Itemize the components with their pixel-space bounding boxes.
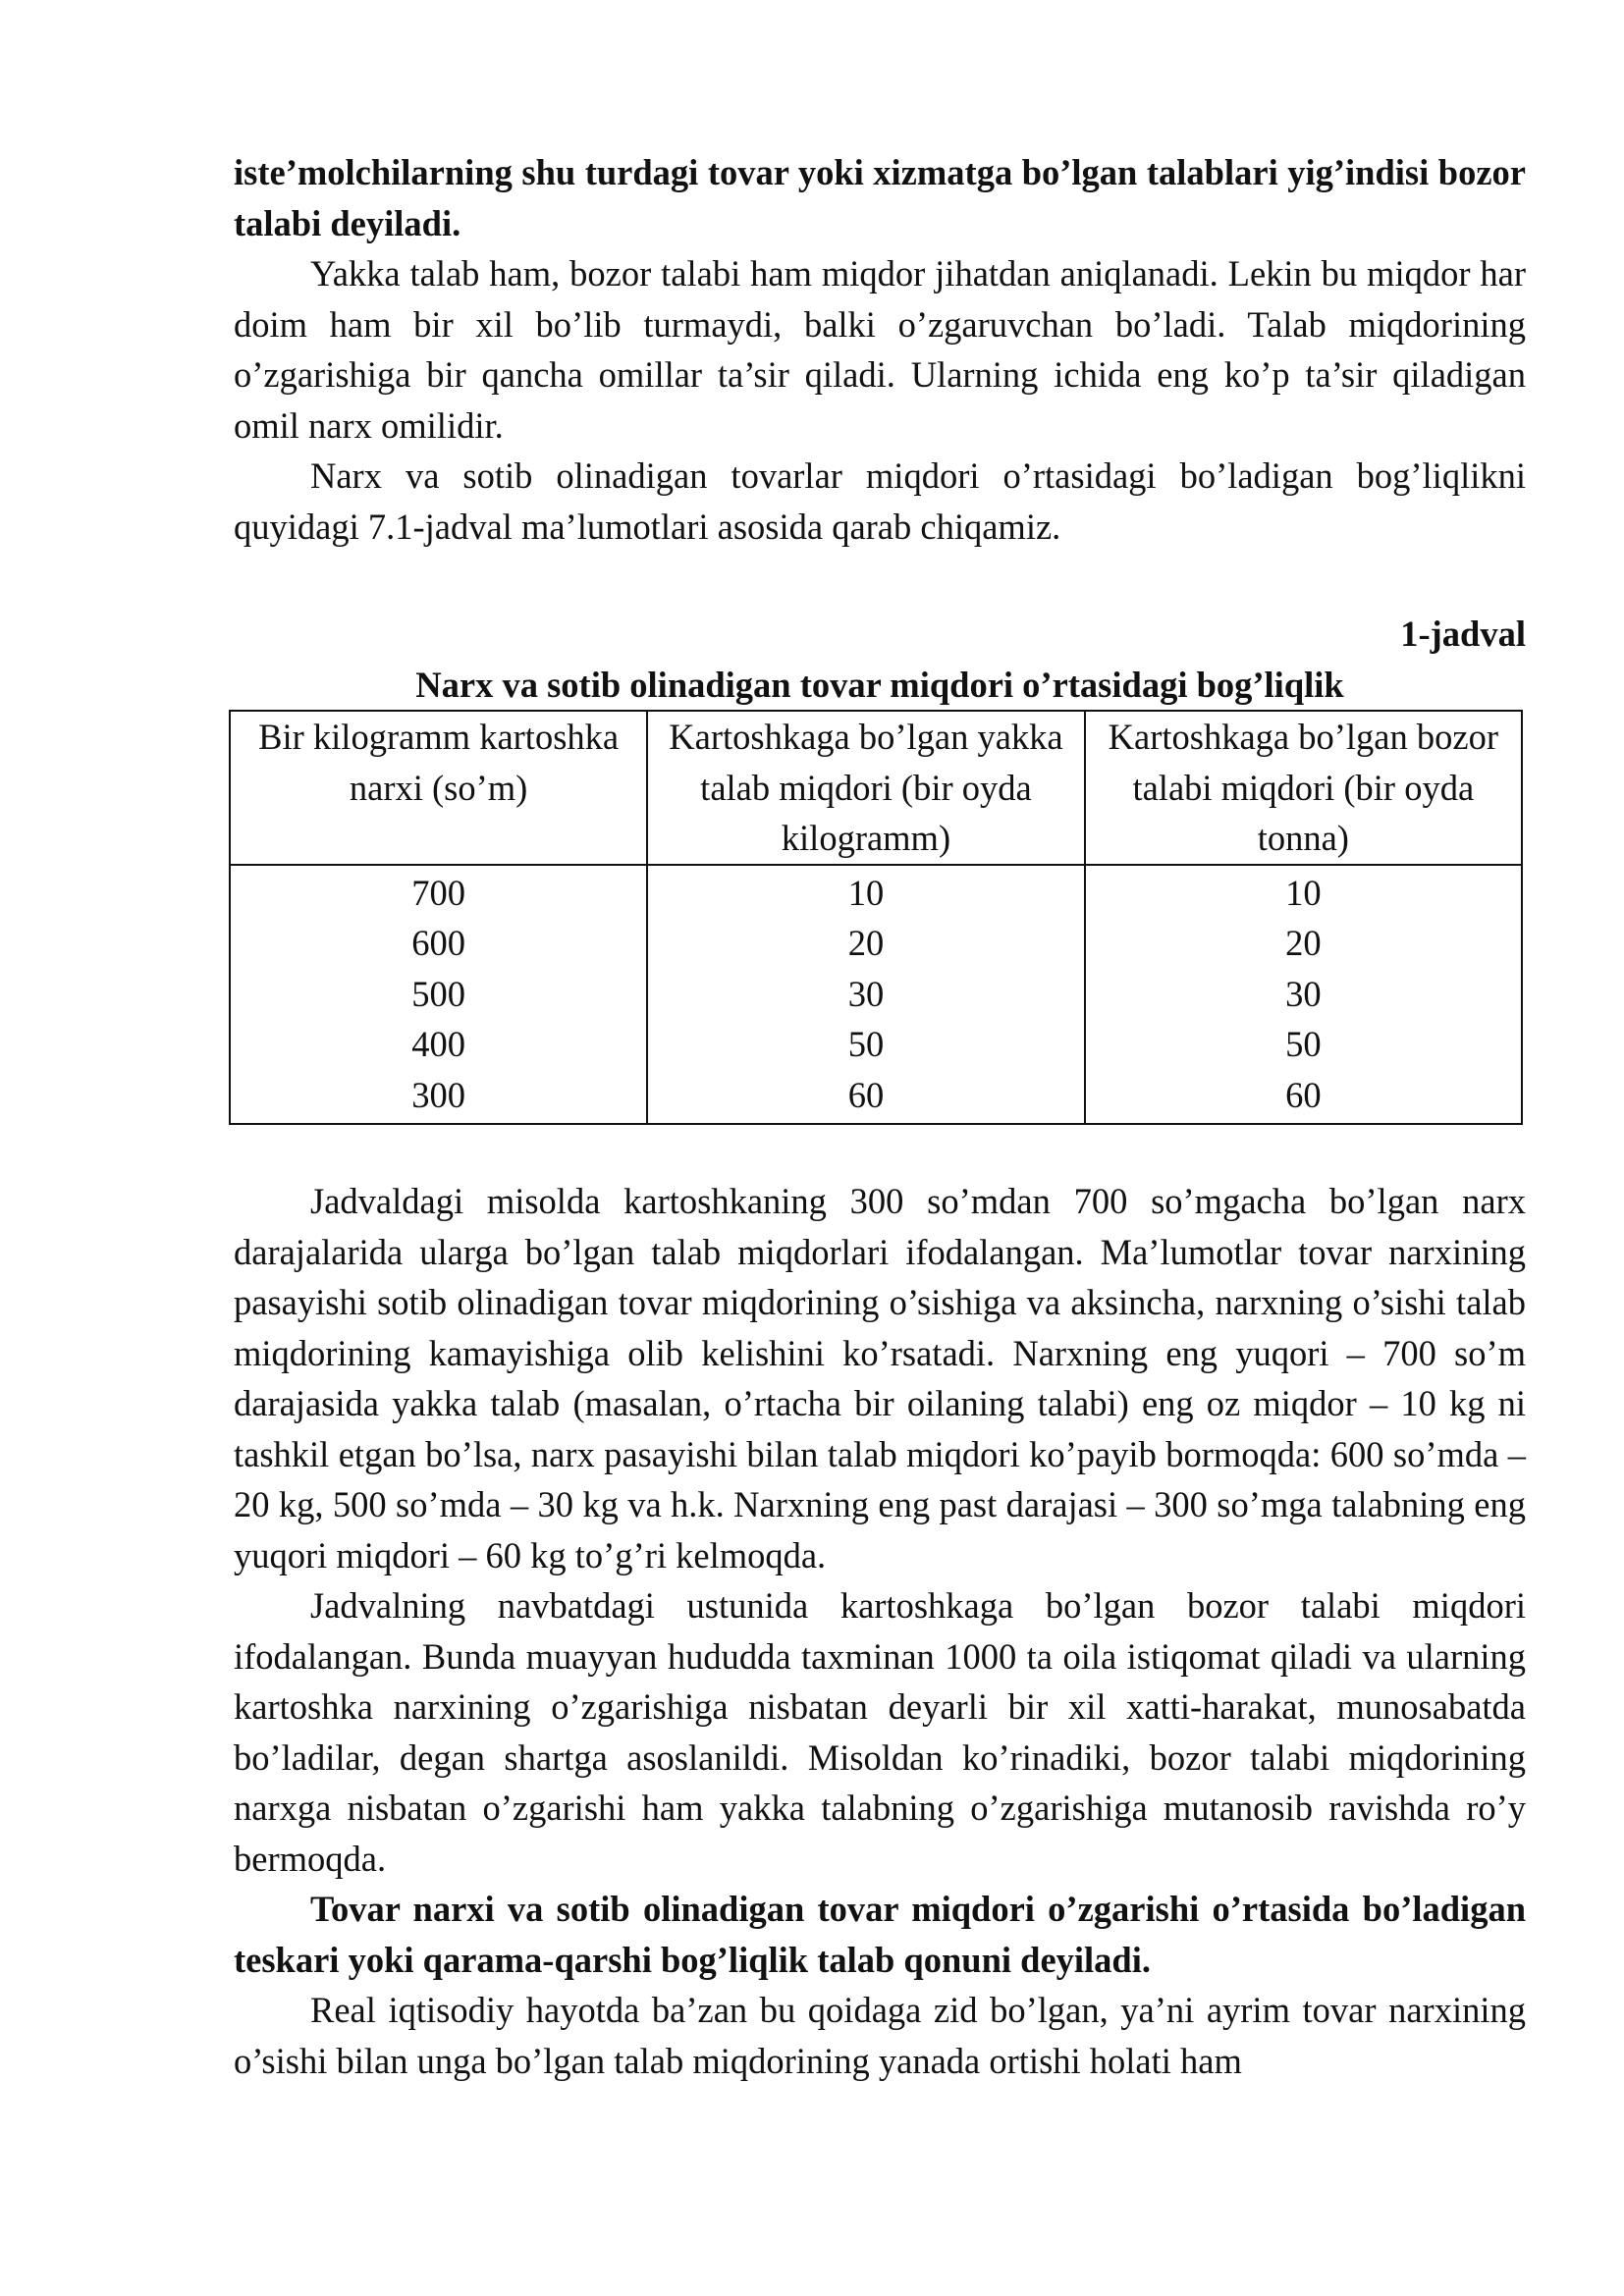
cell-value: 10 <box>847 872 885 913</box>
data-table <box>229 710 1523 1125</box>
paragraph-4: Jadvaldagi misolda kartoshkaning 300 so’mdan 700 so’mgacha bo’lgan narx darajalarida ularga bo’lgan talab miqdorlari ifodalangan. Ma’lumotlar tovar narxining pasayishi sotib olinadigan tovar miqdorining o’sishiga va aksincha, narxning o’sishi talab miqdorining kamayishiga olib kelishini ko’rsatadi. Narxning eng yuqori – 700 so’m darajasida yakka talab (masalan, o’rtacha bir oilaning talabi) eng oz miqdor – 10 kg ni tashkil etgan bo’lsa, narx pasayishi bilan talab miqdori ko’payib bormoqda: 600 so’mda – 20 kg, 500 so’mda – 30 kg va h.k. Narxning eng past darajasi – 300 so’mga talabning eng yuqori miqdori – 60 kg to’g’ri kelmoqda. <box>234 1181 1526 1575</box>
cell-value: 50 <box>1285 1024 1322 1064</box>
cell-value: 300 <box>411 1074 465 1115</box>
column-header-individual-demand: Kartoshkaga bo’lgan yakka talab miqdori (bir oyda kilogramm) <box>647 711 1084 865</box>
paragraph-1: iste’molchilarning shu turdagi tovar yoki xizmatga bo’lgan talablari yig’indisi bozor talabi deyiladi. <box>234 152 1526 243</box>
paragraph-5: Jadvalning navbatdagi ustunida kartoshkaga bo’lgan bozor talabi miqdori ifodalangan. Bunda muayyan hududda taxminan 1000 ta oila istiqomat qiladi va ularning kartoshka narxining o’zgarishiga nisbatan deyarli bir xil xatti-harakat, munosabatda bo’ladilar, degan shartga asoslanildi. Misoldan ko’rinadiki, bozor talabi miqdorining narxga nisbatan o’zgarishi ham yakka talabning o’zgarishiga mutanosib ravishda ro’y bermoqda. <box>234 1585 1526 1879</box>
cell-value: 50 <box>847 1024 885 1064</box>
table-row <box>230 865 1522 1125</box>
table-cell <box>647 865 1084 1125</box>
cell-value: 20 <box>1285 923 1322 963</box>
cell-value: 60 <box>847 1074 885 1115</box>
table-header-row <box>230 711 1522 865</box>
cell-value: 400 <box>411 1024 465 1064</box>
column-header-market-demand: Kartoshkaga bo’lgan bozor talabi miqdori (bir oyda tonna) <box>1085 711 1522 865</box>
table-number: 1-jadval <box>1400 614 1526 654</box>
column-header-price: Bir kilogramm kartoshka narxi (so’m) <box>230 711 647 865</box>
table-cell <box>1085 865 1522 1125</box>
paragraph-2: Yakka talab ham, bozor talabi ham miqdor jihatdan aniqlanadi. Lekin bu miqdor har doim ham bir xil bo’lib turmaydi, balki o’zgaruvchan bo’ladi. Talab miqdorining o’zgarishiga bir qancha omillar ta’sir qiladi. Ularning ichida eng ko’p ta’sir qiladigan omil narx omilidir. <box>234 253 1526 446</box>
document-page <box>234 147 1526 2086</box>
table-title: Narx va sotib olinadigan tovar miqdori o’rtasidagi bog’liqlik <box>415 664 1344 705</box>
cell-value: 600 <box>411 923 465 963</box>
paragraph-3: Narx va sotib olinadigan tovarlar miqdori o’rtasidagi bo’ladigan bog’liqlikni quyidagi 7.1-jadval ma’lumotlari asosida qarab chiqamiz. <box>234 455 1526 547</box>
paragraph-7: Real iqtisodiy hayotda ba’zan bu qoidaga zid bo’lgan, ya’ni ayrim tovar narxining o’sishi bilan unga bo’lgan talab miqdorining yanada ortishi holati ham <box>234 1990 1526 2081</box>
cell-value: 500 <box>411 973 465 1014</box>
cell-value: 60 <box>1285 1074 1322 1115</box>
cell-value: 700 <box>411 872 465 913</box>
cell-value: 30 <box>1285 973 1322 1014</box>
table-cell <box>230 865 647 1125</box>
cell-value: 10 <box>1285 872 1322 913</box>
paragraph-6-law-definition: Tovar narxi va sotib olinadigan tovar miqdori o’zgarishi o’rtasida bo’ladigan teskari yoki qarama-qarshi bog’liqlik talab qonuni deyiladi. <box>234 1889 1526 1980</box>
cell-value: 20 <box>847 923 885 963</box>
cell-value: 30 <box>847 973 885 1014</box>
